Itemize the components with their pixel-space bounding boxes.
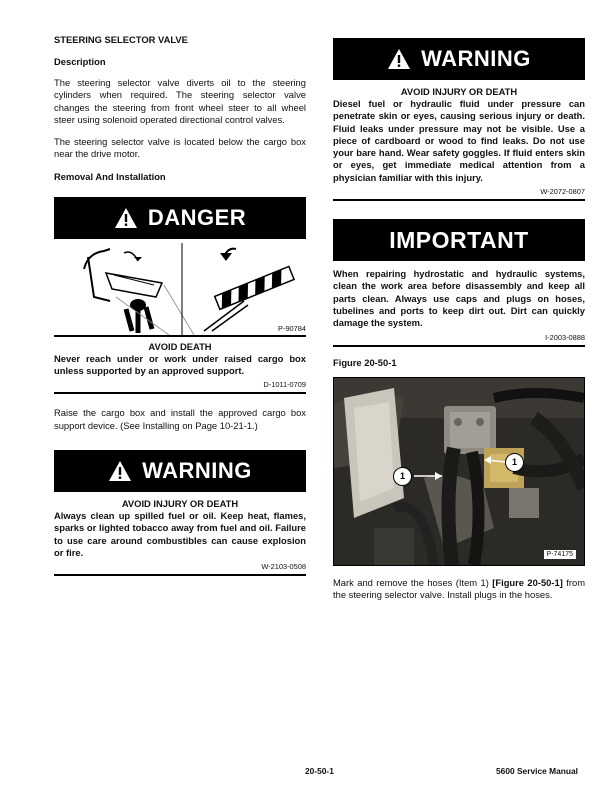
callout-item-1-left: 1	[393, 467, 412, 486]
warning-fluid-text: Diesel fuel or hydraulic fluid under pressure can penetrate skin or eyes, causing serious injury or death. Fluid leaks under pressure may not be visible. Use a piece of cardboard or wood to find leaks. Do not use your bare hand. Wear safety goggles. If fluid enters skin or eyes, get immediate medical attention from a physician familiar with this injury.	[333, 98, 585, 183]
photo-code: P-74175	[544, 550, 576, 559]
figure-reference: [Figure 20-50-1]	[492, 576, 563, 588]
warning-fluid-banner	[333, 38, 585, 80]
danger-banner-label: DANGER	[147, 204, 247, 230]
important-code: I-2003-0888	[545, 332, 585, 342]
danger-code: D-1011-0709	[263, 380, 306, 390]
instruction-text-b: from the steering selector valve. Install plugs in the hoses.	[333, 576, 586, 600]
manual-name: 5600 Service Manual	[496, 766, 578, 776]
danger-banner	[54, 197, 306, 239]
important-block	[333, 219, 585, 346]
removal-heading: Removal And Installation	[54, 170, 166, 182]
important-text: When repairing hydrostatic and hydraulic systems, clean the work area before disassembly and keep all parts clean. Always use caps and plugs on hoses, tubelines and ports to keep dirt out. Dirt can quickly damage the system.	[333, 268, 585, 329]
warning-fuel-banner	[54, 450, 306, 492]
warning-fluid-block	[333, 38, 585, 201]
warning-fuel-code: W-2103-0508	[261, 562, 306, 572]
callout-item-1-right: 1	[505, 453, 524, 472]
page-number: 20-50-1	[305, 766, 334, 776]
warning-fluid-title: AVOID INJURY OR DEATH	[400, 86, 518, 97]
danger-figure	[54, 239, 306, 335]
steering-valve-photo	[334, 378, 584, 565]
instruction-text-a: Mark and remove the hoses (Item 1)	[333, 576, 493, 588]
warning-triangle-icon	[114, 207, 138, 229]
danger-title: AVOID DEATH	[148, 340, 212, 352]
description-paragraph-2: The steering selector valve is located below the cargo box near the drive motor.	[54, 136, 306, 160]
figure-photo	[333, 377, 585, 566]
warning-fluid-code: W-2072-0807	[540, 187, 585, 197]
cargo-box-danger-illustration	[54, 239, 306, 335]
danger-figure-code: P-90784	[278, 323, 306, 333]
warning-triangle-icon	[387, 48, 411, 70]
figure-title: Figure 20-50-1	[333, 356, 397, 368]
warning-fuel-text: Always clean up spilled fuel or oil. Keep heat, flames, sparks or lighted tobacco away from fuel and oil. Failure to use care around combustibles can cause explosion or fire.	[54, 509, 306, 558]
right-column	[333, 38, 585, 611]
description-heading: Description	[54, 56, 106, 67]
warning-triangle-icon	[108, 460, 132, 482]
danger-block	[54, 197, 306, 395]
description-paragraph-1: The steering selector valve diverts oil to the steering cylinders when required. The steering selector valve changes the steering from front wheel steer to all wheel steer using solenoid operated directional control valves.	[54, 77, 306, 125]
warning-fuel-title: AVOID INJURY OR DEATH	[121, 497, 239, 509]
figure-instruction	[333, 577, 585, 602]
warning-fuel-banner-label: WARNING	[142, 457, 252, 483]
warning-fuel-block	[54, 450, 306, 576]
left-column	[54, 34, 306, 576]
important-banner: IMPORTANT	[333, 219, 585, 261]
danger-text: Never reach under or work under raised cargo box unless supported by an approved support.	[54, 352, 306, 377]
warning-fluid-banner-label: WARNING	[421, 46, 531, 71]
raise-cargo-box-text: Raise the cargo box and install the approved cargo box support device. (See Installing on Page 10-21-1.)	[54, 407, 306, 431]
section-title: STEERING SELECTOR VALVE	[54, 34, 188, 45]
